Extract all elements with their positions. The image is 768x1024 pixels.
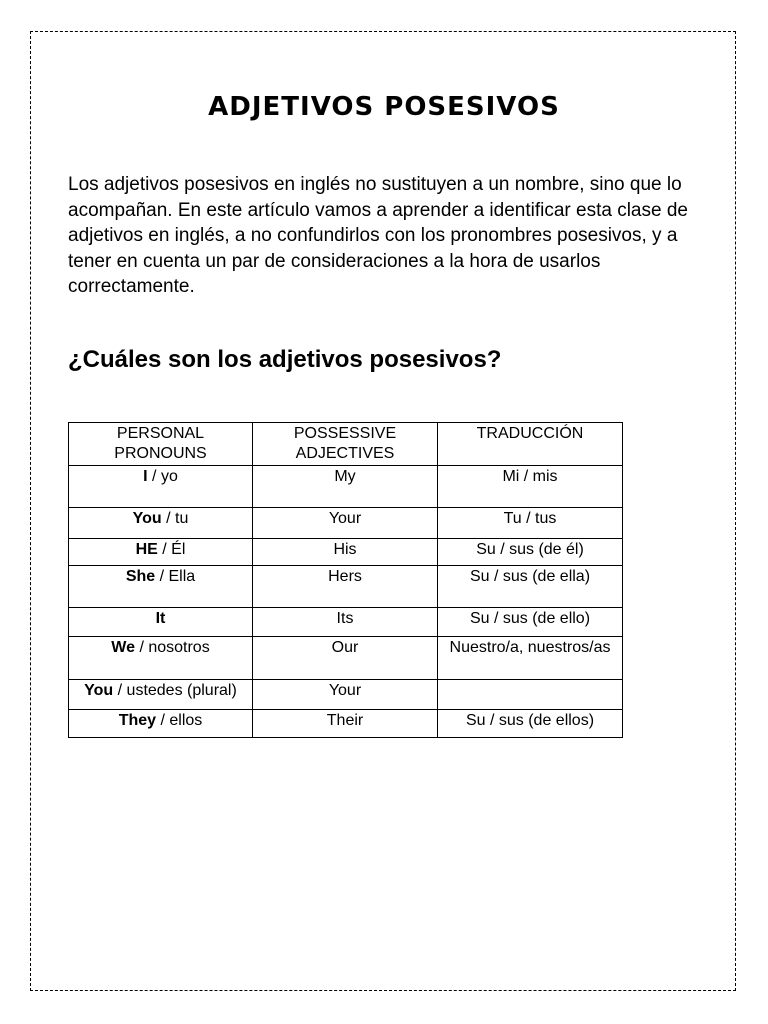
translation-cell: Su / sus (de ella)	[438, 566, 623, 608]
translation-cell: Su / sus (de ello)	[438, 608, 623, 637]
pronoun: It	[155, 610, 166, 627]
pronoun: We	[111, 639, 135, 656]
pronoun-cell	[69, 566, 253, 608]
table-row	[69, 608, 623, 637]
table-row	[69, 466, 623, 508]
pronoun-cell	[69, 637, 253, 680]
section-heading: ¿Cuáles son los adjetivos posesivos?	[68, 346, 502, 373]
adjective-cell: My	[253, 466, 438, 508]
pronoun-cell	[69, 466, 253, 508]
pronoun: They	[118, 712, 157, 729]
pronoun: HE	[135, 541, 158, 558]
pronoun-meaning: / Ella	[155, 568, 196, 585]
possessive-adjectives-table	[68, 422, 623, 738]
pronoun-meaning: / ellos	[156, 712, 203, 729]
adjective-cell: Your	[253, 508, 438, 539]
translation-cell: Su / sus (de él)	[438, 539, 623, 566]
pronoun: You	[84, 682, 114, 699]
pronoun-meaning: / ustedes (plural)	[113, 682, 237, 699]
pronoun-cell	[69, 710, 253, 738]
pronoun-meaning: / yo	[147, 468, 178, 485]
header-possessive-adjectives: POSSESSIVE ADJECTIVES	[253, 423, 438, 466]
table-row	[69, 539, 623, 566]
header-traduccion: TRADUCCIÓN	[438, 423, 623, 466]
header-personal-pronouns: PERSONAL PRONOUNS	[69, 423, 253, 466]
translation-cell: Tu / tus	[438, 508, 623, 539]
translation-cell: Su / sus (de ellos)	[438, 710, 623, 738]
pronoun: She	[125, 568, 156, 585]
pronoun: You	[132, 510, 162, 527]
pronoun-cell	[69, 680, 253, 710]
adjective-cell: Your	[253, 680, 438, 710]
translation-cell	[438, 680, 623, 710]
pronoun-cell	[69, 539, 253, 566]
intro-paragraph: Los adjetivos posesivos en inglés no sustituyen a un nombre, sino que lo acompañan. En este artículo vamos a aprender a identificar esta clase de adjetivos en inglés, a no confundirlos con los pronombres posesivos, y a tener en cuenta un par de consideraciones a la hora de usarlos correctamente.	[68, 174, 688, 297]
adjective-cell: Their	[253, 710, 438, 738]
table-header-row	[69, 423, 623, 466]
translation-cell: Nuestro/a, nuestros/as	[438, 637, 623, 680]
translation-cell: Mi / mis	[438, 466, 623, 508]
table-row	[69, 508, 623, 539]
pronoun-meaning: / tu	[161, 510, 189, 527]
adjective-cell: Hers	[253, 566, 438, 608]
table-row	[69, 566, 623, 608]
table-row	[69, 710, 623, 738]
adjective-cell: Our	[253, 637, 438, 680]
table-row	[69, 637, 623, 680]
adjective-cell: Its	[253, 608, 438, 637]
pronoun-meaning: / Él	[157, 541, 186, 558]
table-row	[69, 680, 623, 710]
adjective-cell: His	[253, 539, 438, 566]
pronoun: I	[143, 468, 148, 485]
pronoun-meaning: / nosotros	[135, 639, 210, 656]
page-title: ADJETIVOS POSESIVOS	[208, 92, 560, 122]
pronoun-cell	[69, 608, 253, 637]
pronoun-cell	[69, 508, 253, 539]
